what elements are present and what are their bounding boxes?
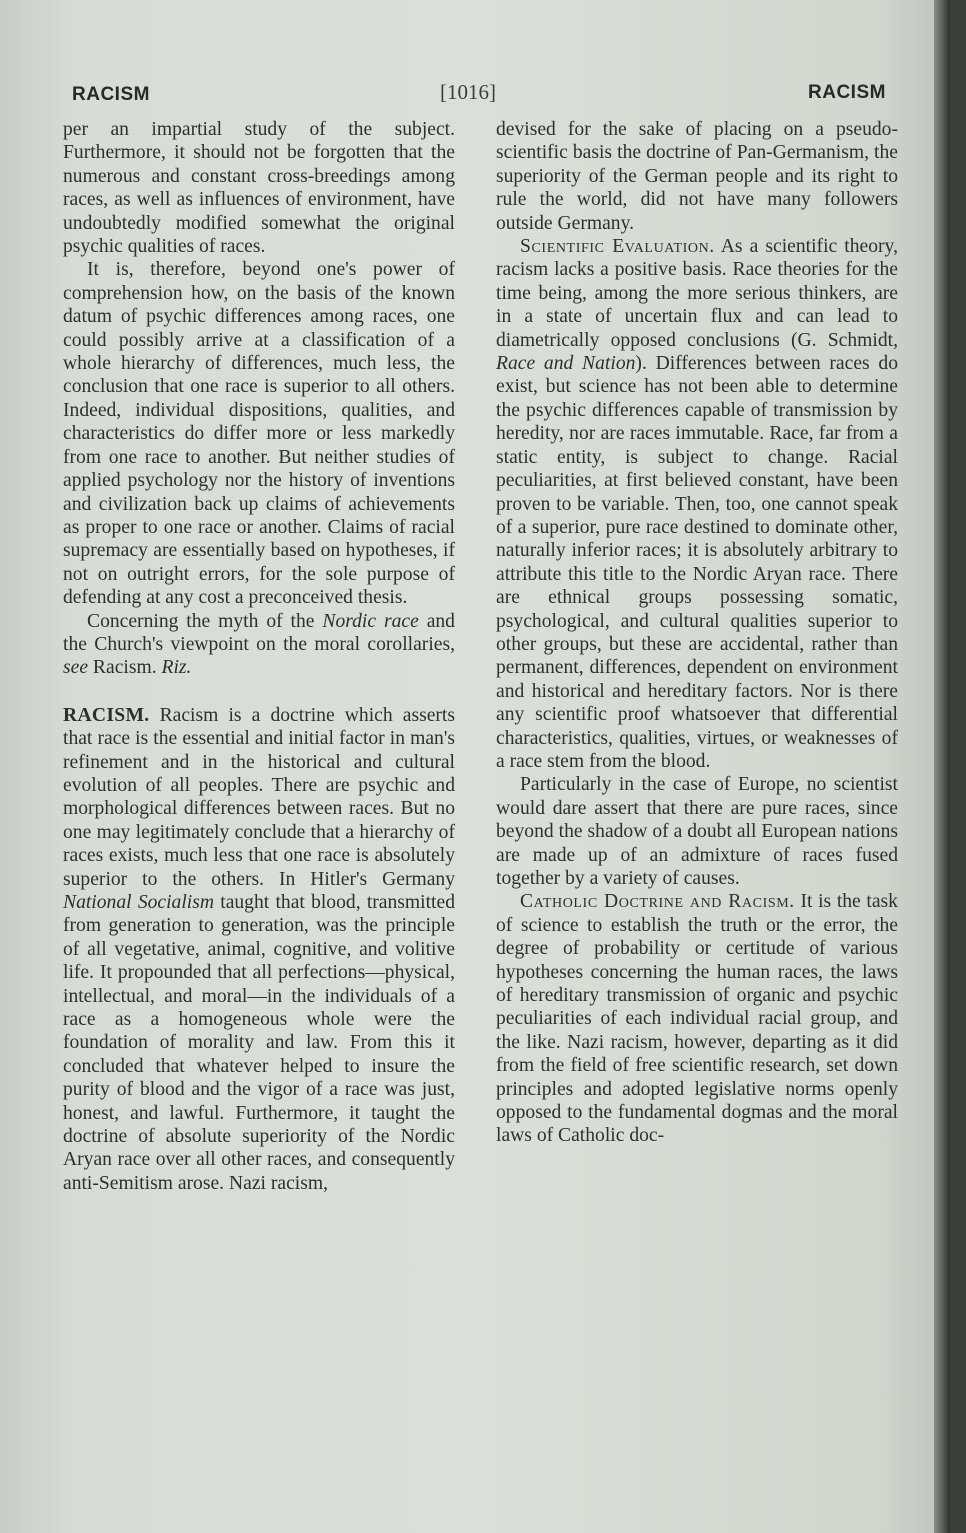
text-run: ). Differences between races do exist, but science has not been able to determine the psychic differences capable of transmission by heredity, nor are races immutable. Race, far from a static entity, is subject to change. Racial peculiarities, at first believed constant, have been proven to be variable. Then, too, one cannot speak of a superior, pure race destined to dominate other, naturally inferior races; it is absolutely arbitrary to attribute this title to the Nordic Aryan race. There are ethnical groups possessing somatic, psychological, and cultural qualities superior to other groups, but these are accidental, rather than permanent, differences, dependent on environment and historical and hereditary factors. Nor is there any scientific proof whatsoever that differential characteristics, qualities, virtues, or weaknesses of a race stem from the blood.: [496, 353, 898, 772]
text-run: It is the task of science to establish the truth or the error, the degree of probability or certitude of various hypotheses concerning the human races, the laws of hereditary transmission of organic and psychic peculiarities of each individual racial group, and the like. Nazi racism, however, departing as it did from the field of free scientific research, set down principles and adopted legislative norms openly opposed to the fundamental dogmas and the moral laws of Catholic doc-: [496, 891, 898, 1147]
section-heading: Scientific Evaluation.: [520, 236, 715, 258]
right-column: [496, 118, 898, 1148]
paragraph: [63, 610, 455, 680]
italic-title: Race and Nation: [496, 353, 636, 375]
italic-term: Nordic race: [322, 610, 419, 632]
running-head: [0, 80, 950, 114]
section-paragraph: [496, 235, 898, 773]
paragraph: per an impartial study of the subject. Furthermore, it should not be forgotten that the numerous and constant cross-breedings among races, as well as influences of environment, have undoubtedly modified somewhat the original psychic qualities of races.: [63, 119, 455, 258]
cross-reference-see: see: [63, 657, 89, 679]
left-column: [63, 118, 455, 1195]
page-number: [1016]: [440, 80, 496, 104]
running-head-left: RACISM: [72, 84, 150, 105]
text-run: As a scientific theory, racism lacks a positive basis. Race theories for the time being, among the more serious thinkers, are in a state of uncertain flux and can lead to diametrically opposed conclusions (G. Schmidt,: [496, 236, 898, 351]
text-run: and the Church's viewpoint on the moral corollaries,: [63, 610, 455, 655]
paragraph: It is, therefore, beyond one's power of comprehension how, on the basis of the known datum of psychic differences among races, one could possibly arrive at a classification of a whole hierarchy of differences, much less, the conclusion that one race is superior to all others. Indeed, individual dispositions, qualities, and characteristics do differ more or less markedly from one race to another. But neither studies of applied psychology nor the history of inventions and civilization back up claims of achievements as proper to one race or another. Claims of racial supremacy are essentially based on hypotheses, if not on outright errors, for the sole purpose of defending at any cost a preconceived thesis.: [63, 259, 455, 609]
page-edge-shadow: [934, 0, 950, 1533]
author-initials: Riz.: [161, 657, 192, 679]
text-run: Concerning the myth of the: [87, 610, 323, 632]
paragraph: devised for the sake of placing on a pseudo-scientific basis the doctrine of Pan-Germanism, the superiority of the German people and its right to rule the world, did not have many followers outside Germany.: [496, 119, 898, 234]
entry-headword: RACISM.: [63, 704, 150, 726]
text-run: Racism is a doctrine which asserts that race is the essential and initial factor in man's refinement and in the historical and cultural evolution of all peoples. There are psychic and morphological differences between races. But no one may legitimately conclude that a hierarchy of races exists, much less that one race is absolutely superior to the others. In Hitler's Germany: [63, 704, 455, 890]
running-head-right: RACISM: [808, 82, 886, 103]
section-heading: Catholic Doctrine and Racism.: [520, 891, 795, 913]
dictionary-entry: [63, 704, 455, 1196]
text-run: taught that blood, transmitted from generation to generation, was the principle of all vegetative, animal, cognitive, and volitive life. It propounded that all perfections—physical, intellectual, and moral—in the individuals of a race as a homogeneous whole were the foundation of morality and law. From this it concluded that whatever helped to insure the purity of blood and the vigor of a race was just, honest, and lawful. Furthermore, it taught the doctrine of absolute superiority of the Nordic Aryan race over all other races, and consequently anti-Semitism arose. Nazi racism,: [63, 892, 455, 1194]
section-paragraph: [496, 890, 898, 1147]
text-run: Racism.: [88, 657, 162, 679]
italic-term: National Socialism: [63, 892, 215, 913]
paragraph: Particularly in the case of Europe, no scientist would dare assert that there are pure races, since beyond the shadow of a doubt all European nations are made up of an admixture of races fused together by a variety of causes.: [496, 774, 898, 889]
